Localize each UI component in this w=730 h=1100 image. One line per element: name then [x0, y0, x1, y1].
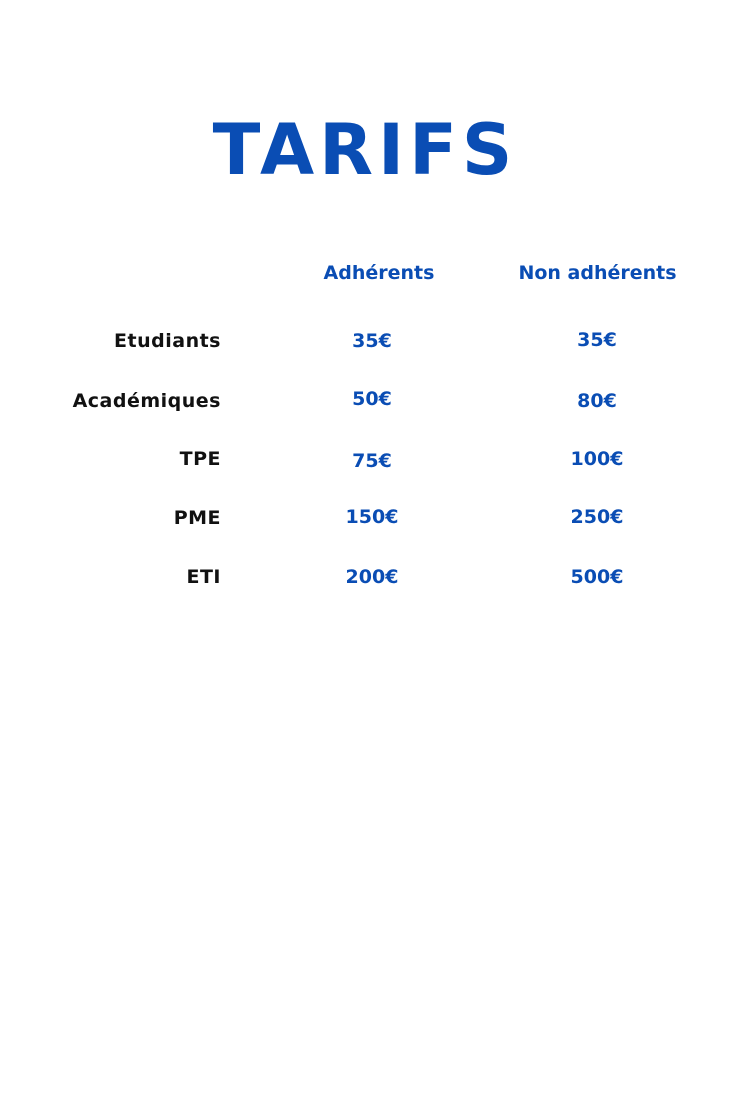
price-members-pme: 150€ — [345, 506, 399, 528]
page-title: TARIFS — [212, 109, 518, 191]
price-non-members-pme: 250€ — [570, 506, 624, 528]
row-label-tpe: TPE — [179, 448, 221, 470]
price-non-members-eti: 500€ — [570, 566, 624, 588]
column-header-non-members: Non adhérents — [518, 262, 677, 284]
row-label-pme: PME — [173, 507, 221, 529]
price-non-members-academiques: 80€ — [577, 390, 617, 412]
price-non-members-tpe: 100€ — [570, 448, 624, 470]
price-members-eti: 200€ — [345, 566, 399, 588]
row-label-etudiants: Etudiants — [114, 330, 221, 352]
row-label-academiques: Académiques — [72, 390, 221, 412]
price-members-etudiants: 35€ — [352, 330, 392, 352]
row-label-eti: ETI — [186, 566, 221, 588]
price-non-members-etudiants: 35€ — [577, 329, 617, 351]
price-members-tpe: 75€ — [352, 450, 392, 472]
price-members-academiques: 50€ — [352, 388, 392, 410]
column-header-members: Adhérents — [323, 262, 435, 284]
